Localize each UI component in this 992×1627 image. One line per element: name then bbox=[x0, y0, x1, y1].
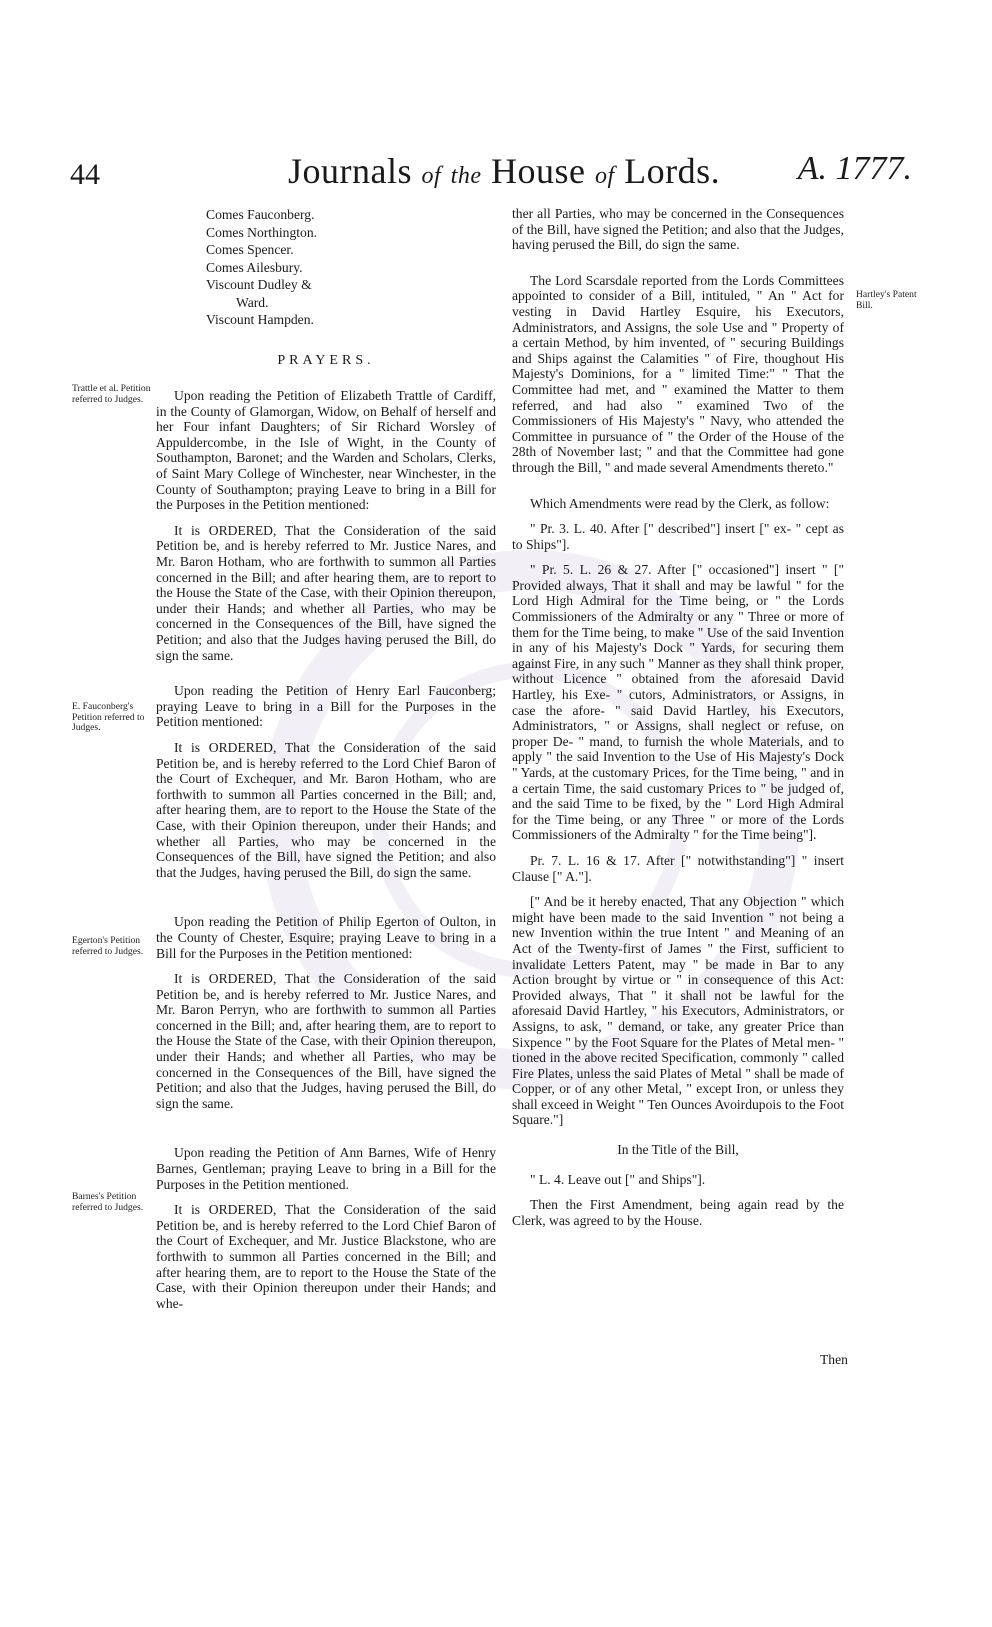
prayers-heading: PRAYERS. bbox=[277, 352, 375, 368]
title-the: the bbox=[450, 163, 482, 189]
paragraph: Upon reading the Petition of Philip Egerton of Oulton, in the County of Chester, Esquire; praying Leave to bring in a Bill for the Purposes in the Petition mentioned: bbox=[156, 914, 496, 961]
page-number: 44 bbox=[70, 158, 100, 191]
amendment: " Pr. 3. L. 40. After [" described"] insert [" ex- " cept as to Ships"]. bbox=[512, 521, 844, 552]
attendee: Comes Fauconberg. bbox=[206, 207, 315, 222]
attendee: Comes Northington. bbox=[206, 224, 318, 240]
attendee: Ward. bbox=[236, 294, 269, 310]
attendee: Viscount Hampden. bbox=[206, 312, 314, 327]
amendment: Pr. 7. L. 16 & 17. After [" notwithstanding"] " insert Clause [" A."]. bbox=[512, 852, 844, 884]
page-year: A. 1777. bbox=[797, 150, 912, 187]
paragraph: Upon reading the Petition of Elizabeth Trattle of Cardiff, in the County of Glamorgan, Widow, on Behalf of herself and her Four infant Daughters; of Sir Richard Worsley of Appuldercombe, in the Isle of Wight, in the County of Southampton, Baronet; and the Warden and Scholars, Clerks, of Saint Mary College of Winchester, near Winchester, in the County of Southampton; praying Leave to bring in a Bill for the Purposes in the Petition mentioned: bbox=[156, 388, 496, 513]
attendee: Comes Spencer. bbox=[206, 242, 294, 257]
title-journals: Journals bbox=[288, 151, 412, 191]
amendment: " L. 4. Leave out [" and Ships"]. bbox=[530, 1171, 706, 1187]
margin-note-barnes: Barnes's Petition referred to Judges. bbox=[72, 1191, 144, 1213]
paragraph: The Lord Scarsdale reported from the Lords Committees appointed to consider of a Bill, intituled, " An " Act for vesting in David Hartley Esquire, his Executors, Administrators, and Assigns, the sole Use and " Property of a certain Method, by him invented, of " securing Buildings and Ships against the Calamities " of Fire, thoughout His Majesty's Dominions, for a " limited Time:" " That the Committee had met, and " examined the Matter to them referred, and had also " examined Two of the Commissioners of His Majesty's " Navy, who attended the Committee in pursuance of " the Order of the House of the 28th of November last; " and that the Committee had gone through the Bill, " and made several Amendments thereto." bbox=[512, 272, 844, 475]
title-house: House bbox=[491, 151, 586, 191]
title-of: of bbox=[421, 163, 442, 189]
right-column bbox=[512, 206, 844, 1238]
clause: [" And be it hereby enacted, That any Objection " which might have been made to the said Invention " not being a new Invention within the true Intent " and Meaning of an Act of the Twenty-first of James " the First, sufficient to invalidate Letters Patent, may " be made in Bar to any Action brought by virtue or " in consequence of this Act: Provided always, That " it shall not be lawful for the aforesaid David Hartley, " his Executors, Administrators, or Assigns, to ask, " demand, or take, any greater Price than Sixpence " by the Foot Square for the Plates of Metal men- " tioned in the above recited Specification, commonly " called Fire Plates, unless the said Plates of Metal " shall be made of Copper, or of any other Metal, " except Iron, or unless they shall exceed in Weight " Ten Ounces Avoirdupois to the Foot Square."] bbox=[512, 894, 844, 1128]
paragraph: It is ORDERED, That the Consideration of the said Petition be, and is hereby referred to the Lord Chief Baron of the Court of Exchequer, and Mr. Justice Blackstone, who are forthwith to summon all Parties concerned in the Bill; and after hearing them, are to report to the House the State of the Case, with their Opinion thereupon under their Hands; and whe- bbox=[156, 1202, 496, 1311]
paragraph: It is ORDERED, That the Consideration of the said Petition be, and is hereby referred to Mr. Justice Nares, and Mr. Baron Perryn, who are forthwith to summon all Parties concerned in the Bill; and, after hearing them, are to report to the House the State of the Case, with their Opinion thereupon, under their Hands; and whether all Parties, who may be concerned in the Consequences of the Bill, have signed the Petition; and also that the Judges, having perused the Bill, do sign the same. bbox=[156, 971, 496, 1111]
title-lords: Lords. bbox=[624, 151, 721, 191]
attendee: Viscount Dudley & bbox=[206, 277, 312, 292]
margin-note-fauconberg: E. Fauconberg's Petition referred to Judges. bbox=[72, 701, 145, 733]
margin-note-trattle: Trattle et al. Petition referred to Judges. bbox=[72, 383, 151, 405]
margin-note-egerton: Egerton's Petition referred to Judges. bbox=[72, 935, 144, 957]
paragraph: Which Amendments were read by the Clerk, as follow: bbox=[530, 495, 830, 511]
catchword: Then bbox=[820, 1352, 848, 1367]
amendment: " Pr. 5. L. 26 & 27. After [" occasioned"] insert " [" Provided always, That it shall and may be lawful " for the Lord High Admiral for the Time being, or " the Lords Commissioners of the Admiralty or any " Three or more of them for the Time being, to make " Use of the said Invention in any of his Majesty's Dock " Yards, for securing them against Fire, in any such " Manner as they shall think proper, without Licence " obtained from the aforesaid David Hartley, his Exe- " cutors, Administrators, or Assigns, in case the afore- " said David Hartley, his Executors, Administrators, " or Assigns, shall neglect or refuse, on proper De- " mand, to furnish the whole Materials, and to apply " the said Invention to the Use of His Majesty's Dock " Yards, at the customary Prices, for the Time being, " and in a certain Time, the said customary Prices to " be judged of, and the said Time to be fixed, by the " Lord High Admiral for the Time being, or any Three " or more of the Lords Commissioners of the Admiralty " for the Time being"]. bbox=[512, 562, 844, 843]
paragraph: Upon reading the Petition of Henry Earl Fauconberg; praying Leave to bring in a Bill for the Purposes in the Petition mentioned: bbox=[156, 683, 496, 730]
attendee: Comes Ailesbury. bbox=[206, 259, 303, 275]
left-column bbox=[156, 206, 496, 1321]
paragraph: ther all Parties, who may be concerned in the Consequences of the Bill, have signed the Petition; and also that the Judges, having perused the Bill, do sign the same. bbox=[512, 206, 844, 253]
subheading: In the Title of the Bill, bbox=[617, 1142, 739, 1158]
margin-note-hartley: Hartley's Patent Bill. bbox=[856, 289, 917, 311]
page-title bbox=[288, 150, 720, 192]
paragraph: It is ORDERED, That the Consideration of the said Petition be, and is hereby referred to Mr. Justice Nares, and Mr. Baron Hotham, who are forthwith to summon all Parties concerned in the Bill; and after hearing them, are to report to the House the State of the Case, with their Opinion thereupon, under their Hands; and whether all Parties, who may be concerned in the Consequences of the Bill, have signed the Petition; and also that the Judges having perused the Bill, do sign the same. bbox=[156, 522, 496, 663]
paragraph: Upon reading the Petition of Ann Barnes, Wife of Henry Barnes, Gentleman; praying Leave to bring in a Bill for the Purposes in the Petition mentioned. bbox=[156, 1145, 496, 1192]
paragraph: It is ORDERED, That the Consideration of the said Petition be, and is hereby referred to the Lord Chief Baron of the Court of Exchequer, and Mr. Baron Hotham, who are forthwith to summon all Parties concerned in the Bill; and, after hearing them, are to report to the House the State of the Case, with their Opinion thereupon, under their Hands; and whether all Parties, who may be concerned in the Consequences of the Bill, have signed the Petition; and also that the Judges, having perused the Bill, do sign the same. bbox=[156, 739, 496, 880]
title-of-2: of bbox=[595, 163, 615, 189]
paragraph: Then the First Amendment, being again read by the Clerk, was agreed to by the House. bbox=[512, 1197, 844, 1228]
attendance-list bbox=[206, 206, 496, 329]
